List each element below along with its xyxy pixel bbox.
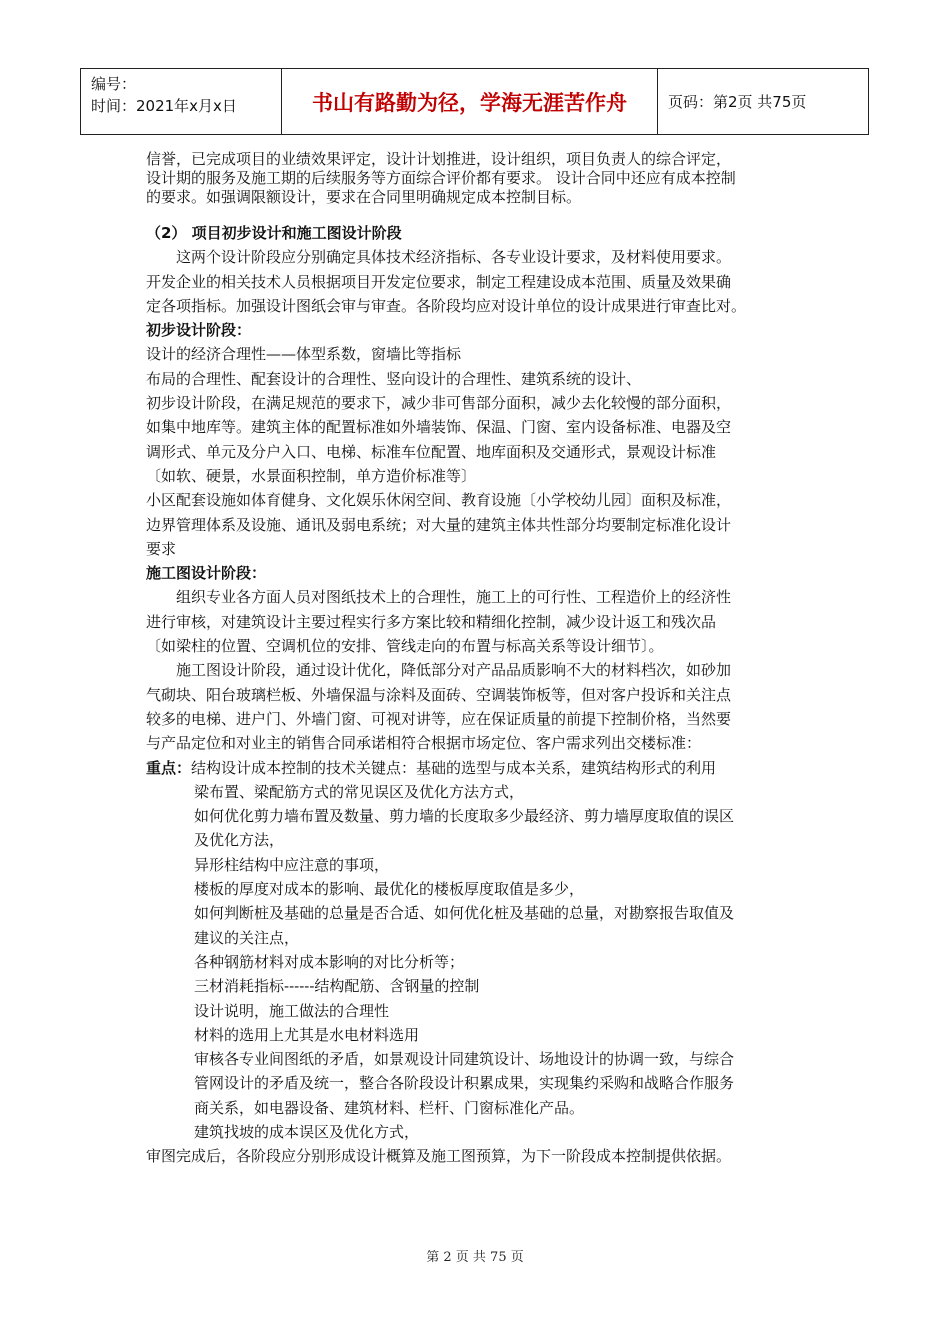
text-line: 组织专业各方面人员对图纸技术上的合理性，施工上的可行性、工程造价上的经济性: [176, 588, 732, 607]
text-line: 气砌块、阳台玻璃栏板、外墙保温与涂料及面砖、空调装饰板等，但对客户投诉和关注点: [146, 685, 732, 704]
header-meta: [81, 69, 282, 134]
text-line: 〔如软、硬景，水景面积控制，单方造价标准等〕: [146, 466, 477, 485]
prelim-design-heading: 初步设计阶段：: [146, 321, 252, 340]
text-line: 边界管理体系及设施、通讯及弱电系统；对大量的建筑主体共性部分均要制定标准化设计: [146, 515, 732, 534]
key-point-line: 设计说明，施工做法的合理性: [194, 1001, 390, 1020]
key-points-first-line: [146, 756, 814, 780]
key-point-line: 楼板的厚度对成本的影响、最优化的楼板厚度取值是多少，: [194, 880, 585, 899]
key-points: [146, 756, 814, 1145]
construction-paragraph-1: [146, 585, 814, 658]
closing-sentence: 审图完成后，各阶段应分别形成设计概算及施工图预算，为下一阶段成本控制提供依据。: [146, 1147, 732, 1166]
text-line: 设计的经济合理性——体型系数，窗墙比等指标: [146, 345, 462, 364]
key-point-line: 材料的选用上尤其是水电材料选用: [194, 1025, 420, 1044]
construction-paragraph-2: [146, 658, 814, 755]
key-point-line: 异形柱结构中应注意的事项，: [194, 855, 390, 874]
section-paragraph: [146, 245, 814, 318]
key-point-line: 各种钢筋材料对成本影响的对比分析等；: [194, 952, 465, 971]
key-point-line: 商关系，如电器设备、建筑材料、栏杆、门窗标准化产品。: [194, 1098, 585, 1117]
text-line: 〔如梁柱的位置、空调机位的安排、管线走向的布置与标高关系等设计细节〕。: [146, 637, 664, 656]
text-line: 较多的电梯、进户门、外墙门窗、可视对讲等，应在保证质量的前提下控制价格，当然要: [146, 709, 732, 728]
key-point-line: 审核各专业间图纸的矛盾，如景观设计同建筑设计、场地设计的协调一致，与综合: [194, 1050, 735, 1069]
key-point-line: 及优化方法，: [194, 831, 285, 850]
section-title: （2） 项目初步设计和施工图设计阶段: [146, 224, 402, 242]
text-line: 定各项指标。加强设计图纸会审与审查。各阶段均应对设计单位的设计成果进行审查比对。: [146, 296, 747, 315]
construction-design-heading: 施工图设计阶段：: [146, 564, 267, 583]
text-line: 要求: [146, 539, 177, 558]
text-line: 初步设计阶段，在满足规范的要求下，减少非可售部分面积，减少去化较慢的部分面积，: [146, 394, 732, 413]
text-line: 进行审核，对建筑设计主要过程实行多方案比较和精细化控制，减少设计返工和残次品: [146, 612, 717, 631]
key-point-line: 梁布置、梁配筋方式的常见误区及优化方法方式，: [194, 782, 525, 801]
key-point-line: 建议的关注点，: [194, 928, 300, 947]
intro-paragraph: [146, 150, 814, 207]
key-point-line: 三材消耗指标------结构配筋、含钢量的控制: [194, 977, 480, 996]
document-body: [146, 150, 814, 1169]
text-line: 调形式、单元及分户入口、电梯、标准车位配置、地库面积及交通形式，景观设计标准: [146, 442, 717, 461]
key-point-line: 如何判断桩及基础的总量是否合适、如何优化桩及基础的总量，对勘察报告取值及: [194, 904, 735, 923]
header-page-info: 页码：第2页 共75页: [668, 93, 807, 111]
text-line: 小区配套设施如体育健身、文化娱乐休闲空间、教育设施〔小学校幼儿园〕面积及标准，: [146, 491, 732, 510]
text-line: 信誉，已完成项目的业绩效果评定，设计计划推进，设计组织，项目负责人的综合评定，: [146, 150, 732, 168]
text-line: 与产品定位和对业主的销售合同承诺相符合根据市场定位、客户需求列出交楼标准：: [146, 734, 702, 753]
prelim-design-text: [146, 342, 814, 561]
text-line: 布局的合理性、配套设计的合理性、竖向设计的合理性、建筑系统的设计、: [146, 369, 642, 388]
doc-number-label: 编号：: [91, 75, 137, 93]
text-line: 这两个设计阶段应分别确定具体技术经济指标、各专业设计要求，及材料使用要求。: [176, 248, 732, 267]
header-motto: 书山有路勤为径，学海无涯苦作舟: [282, 69, 658, 134]
text-line: 如集中地库等。建筑主体的配置标准如外墙装饰、保温、门窗、室内设备标准、电器及空: [146, 418, 732, 437]
page-footer: 第 2 页 共 75 页: [426, 1250, 524, 1265]
text-line: 设计期的服务及施工期的后续服务等方面综合评价都有要求。 设计合同中还应有成本控制: [146, 169, 736, 187]
key-point-line: 管网设计的矛盾及统一，整合各阶段设计积累成果，实现集约采购和战略合作服务: [194, 1074, 735, 1093]
key-point-line: 如何优化剪力墙布置及数量、剪力墙的长度取多少最经济、剪力墙厚度取值的误区: [194, 807, 735, 826]
text-line: 结构设计成本控制的技术关键点：基础的选型与成本关系，建筑结构形式的利用: [191, 758, 717, 777]
key-point-line: 建筑找坡的成本误区及优化方式，: [194, 1122, 420, 1141]
text-line: 施工图设计阶段，通过设计优化，降低部分对产品品质影响不大的材料档次，如砂加: [176, 661, 732, 680]
key-points-label: 重点：: [146, 758, 192, 777]
text-line: 开发企业的相关技术人员根据项目开发定位要求，制定工程建设成本范围、质量及效果确: [146, 272, 732, 291]
doc-time-label: 时间：2021年x月x日: [91, 97, 237, 115]
text-line: 的要求。如强调限额设计，要求在合同里明确规定成本控制目标。: [146, 188, 582, 206]
page-header: [80, 68, 869, 135]
